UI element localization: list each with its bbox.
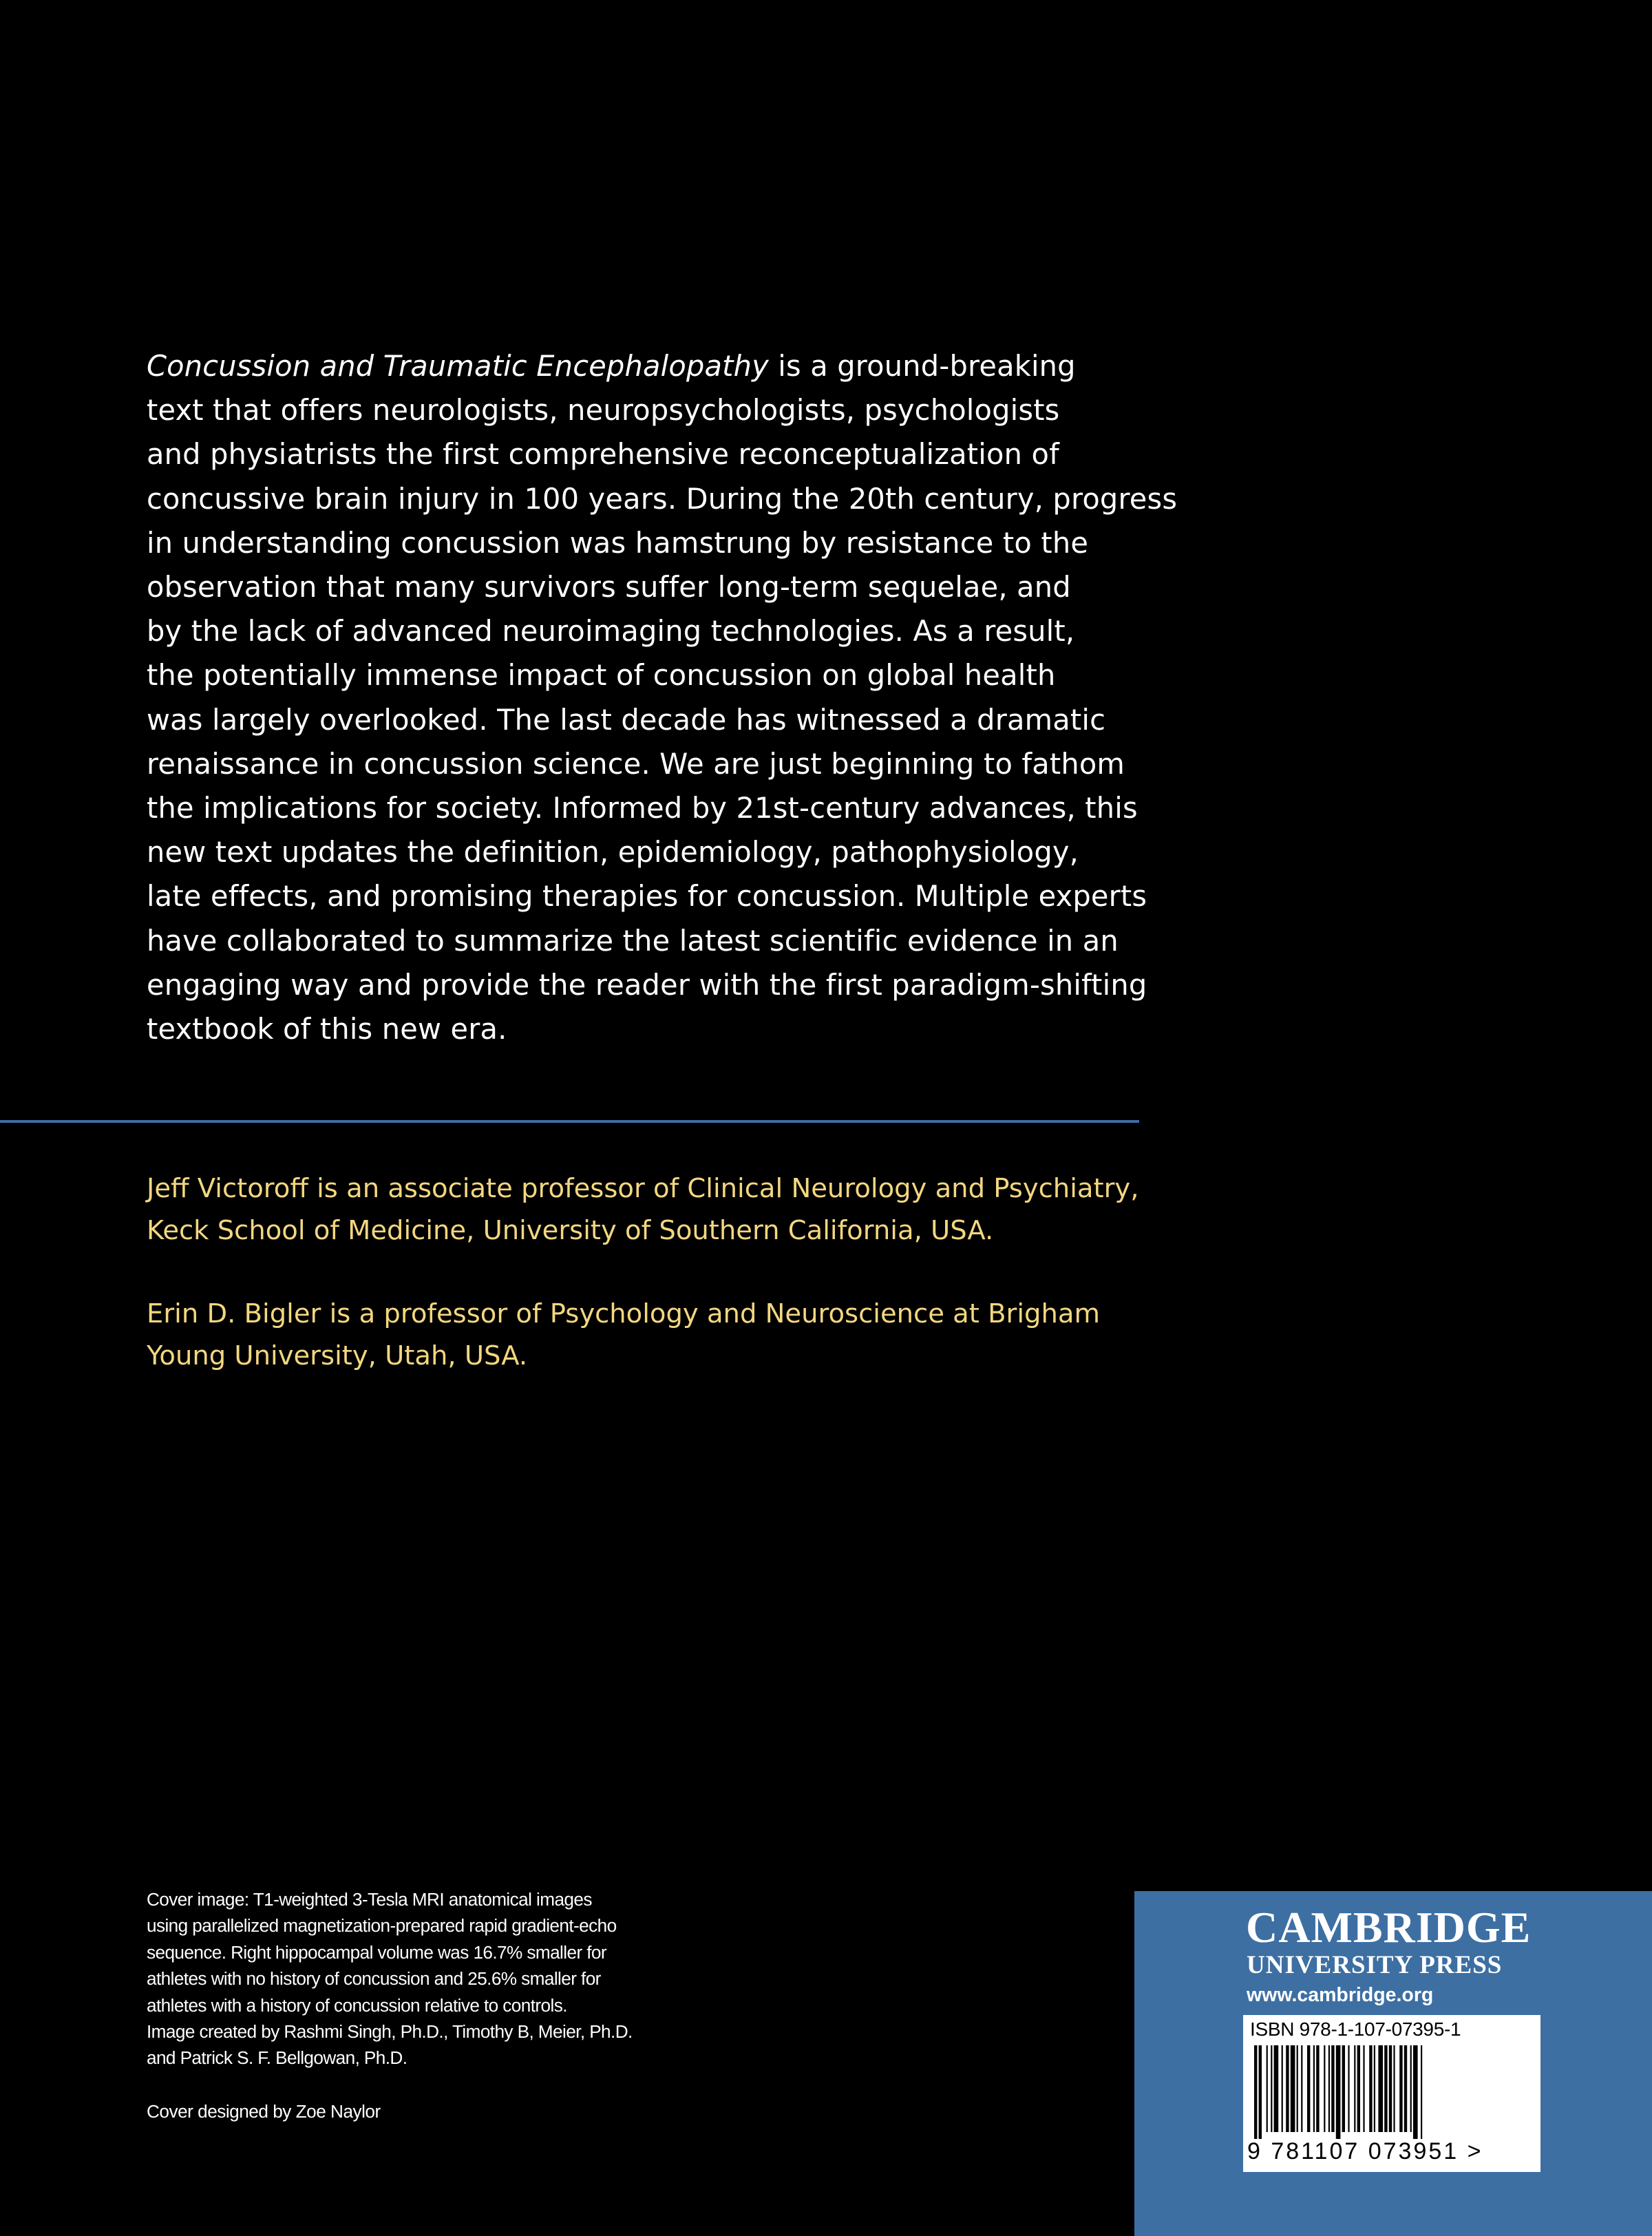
blurb-line: the implications for society. Informed by 21st-century advances, this <box>147 791 1138 825</box>
credit-line: Cover image: T1-weighted 3-Tesla MRI anatomical images <box>147 1889 592 1910</box>
publisher-subtitle: UNIVERSITY PRESS <box>1247 1951 1503 1979</box>
author-bio-line: Keck School of Medicine, University of Southern California, USA. <box>147 1215 994 1246</box>
blurb-line: have collaborated to summarize the latest scientific evidence in an <box>147 923 1119 958</box>
cover-designer-credit: Cover designed by Zoe Naylor <box>147 2101 381 2122</box>
book-title: Concussion and Traumatic Encephalopathy <box>147 349 769 383</box>
barcode-bar <box>1404 2045 1407 2132</box>
section-divider <box>0 1120 1139 1123</box>
book-description <box>147 344 1178 1051</box>
barcode-bar <box>1301 2045 1302 2132</box>
blurb-line: and physiatrists the first comprehensive reconceptualization of <box>147 437 1059 472</box>
barcode-bar <box>1393 2045 1395 2132</box>
barcode-bar <box>1378 2045 1383 2132</box>
barcode-bar <box>1410 2045 1412 2132</box>
blurb-first-line-rest: is a ground-breaking <box>768 349 1076 383</box>
blurb-line: concussive brain injury in 100 years. During the 20th century, progress <box>147 481 1178 516</box>
barcode-bar <box>1313 2045 1315 2132</box>
barcode-bar <box>1316 2045 1319 2132</box>
isbn-label: ISBN 978-1-107-07395-1 <box>1250 2018 1461 2040</box>
barcode-bar <box>1357 2045 1360 2132</box>
author-bio-bigler <box>147 1293 1220 1377</box>
publisher-panel <box>1134 1891 1652 2236</box>
credit-line: athletes with no history of concussion and 25.6% smaller for <box>147 1968 601 1990</box>
blurb-line: renaissance in concussion science. We are just beginning to fathom <box>147 746 1125 781</box>
barcode-bar <box>1413 2045 1418 2139</box>
credit-line: and Patrick S. F. Bellgowan, Ph.D. <box>147 2047 407 2069</box>
barcode-bar <box>1331 2045 1334 2132</box>
barcode-bar <box>1282 2045 1283 2132</box>
barcode-bar <box>1336 2045 1341 2139</box>
blurb-line: late effects, and promising therapies for concussion. Multiple experts <box>147 879 1147 914</box>
credit-line: sequence. Right hippocampal volume was 16.7% smaller for <box>147 1941 607 1963</box>
author-bio-line: Young University, Utah, USA. <box>147 1340 528 1371</box>
publisher-name: CAMBRIDGE <box>1246 1903 1532 1952</box>
credit-line: using parallelized magnetization-prepared rapid gradient-echo <box>147 1915 617 1937</box>
barcode-bar <box>1267 2045 1268 2132</box>
barcode-bar <box>1369 2045 1372 2132</box>
barcode-bar <box>1354 2045 1355 2132</box>
blurb-line: observation that many survivors suffer long-term sequelae, and <box>147 570 1071 604</box>
barcode-bar <box>1384 2045 1387 2132</box>
barcode-bar <box>1271 2045 1272 2132</box>
blurb-line: the potentially immense impact of concussion on global health <box>147 658 1056 693</box>
author-bio-victoroff <box>147 1168 1220 1252</box>
author-bio-line: Jeff Victoroff is an associate professor of Clinical Neurology and Psychiatry, <box>147 1173 1139 1204</box>
blurb-line: engaging way and provide the reader with the first paradigm-shifting <box>147 967 1147 1002</box>
barcode-bar <box>1274 2045 1279 2132</box>
blurb-line: by the lack of advanced neuroimaging technologies. As a result, <box>147 614 1075 648</box>
isbn-barcode-panel <box>1243 2015 1540 2172</box>
barcode-icon <box>1250 2045 1534 2139</box>
publisher-url: www.cambridge.org <box>1247 1984 1434 2006</box>
cover-image-credit <box>147 1886 684 2071</box>
credit-line: Image created by Rashmi Singh, Ph.D., Timothy B, Meier, Ph.D. <box>147 2021 633 2043</box>
blurb-line: text that offers neurologists, neuropsychologists, psychologists <box>147 393 1060 428</box>
barcode-bar <box>1421 2045 1422 2139</box>
blurb-first-line <box>147 344 1158 388</box>
barcode-bar <box>1297 2045 1298 2132</box>
barcode-bar <box>1291 2045 1295 2132</box>
credit-line: athletes with a history of concussion relative to controls. <box>147 1994 567 2016</box>
barcode-bar <box>1324 2045 1325 2132</box>
barcode-bar <box>1389 2045 1392 2132</box>
barcode-bar <box>1342 2045 1345 2132</box>
barcode-bar <box>1254 2045 1257 2139</box>
barcode-bar <box>1399 2045 1402 2132</box>
barcode-bar <box>1363 2045 1364 2132</box>
blurb-line: textbook of this new era. <box>147 1012 507 1046</box>
barcode-bar <box>1348 2045 1349 2132</box>
barcode-bar <box>1374 2045 1375 2132</box>
blurb-line: new text updates the definition, epidemiology, pathophysiology, <box>147 835 1079 869</box>
barcode-bar <box>1307 2045 1310 2132</box>
barcode-bar <box>1328 2045 1330 2132</box>
blurb-line: was largely overlooked. The last decade has witnessed a dramatic <box>147 702 1106 737</box>
blurb-line: in understanding concussion was hamstrung by resistance to the <box>147 525 1089 560</box>
barcode-bar <box>1286 2045 1289 2132</box>
barcode-bar <box>1259 2045 1262 2139</box>
barcode-digits: 9 781107 073951 > <box>1247 2138 1483 2164</box>
author-bio-line: Erin D. Bigler is a professor of Psychology and Neuroscience at Brigham <box>147 1298 1100 1329</box>
